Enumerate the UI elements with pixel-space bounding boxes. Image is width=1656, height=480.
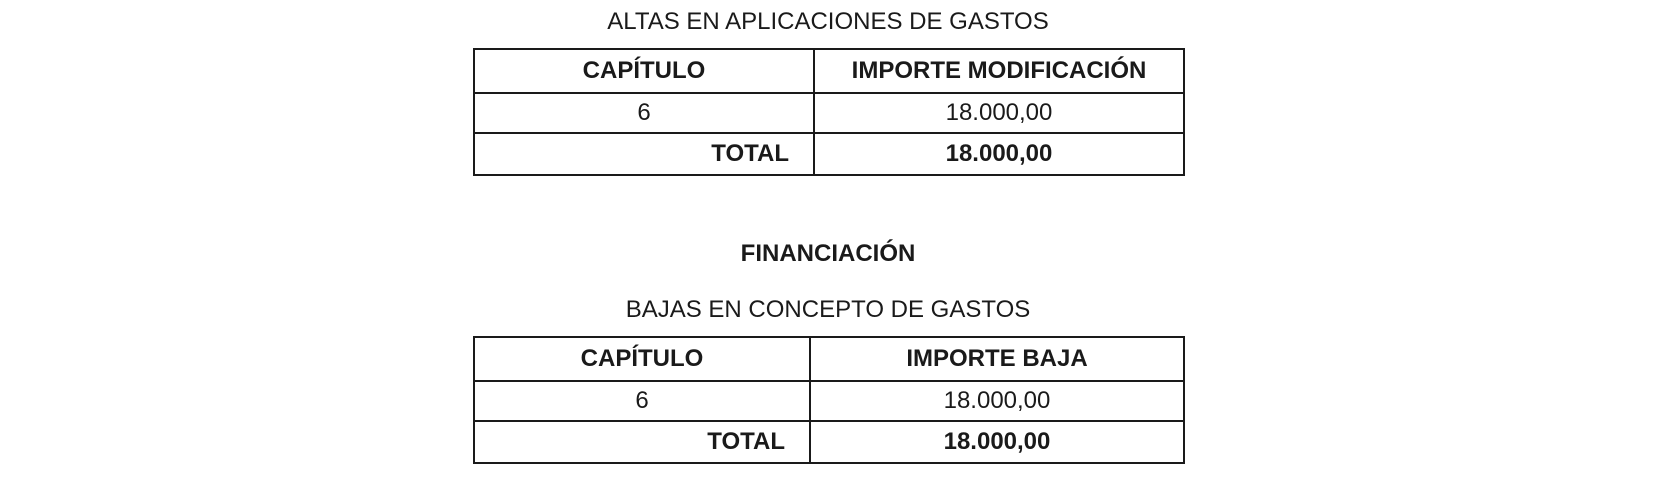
table-total-row: [474, 133, 1184, 175]
table-row: [474, 93, 1184, 133]
table-header-row: [474, 49, 1184, 93]
table-header-row: [474, 337, 1184, 381]
cell-capitulo: 6: [474, 93, 814, 133]
cell-importe: 18.000,00: [810, 381, 1184, 421]
total-label: TOTAL: [474, 133, 814, 175]
table-total-row: [474, 421, 1184, 463]
total-label: TOTAL: [474, 421, 810, 463]
table-row: [474, 381, 1184, 421]
financiacion-heading: FINANCIACIÓN: [740, 240, 916, 267]
column-header-importe: IMPORTE MODIFICACIÓN: [814, 49, 1184, 93]
column-header-capitulo: CAPÍTULO: [474, 337, 810, 381]
cell-importe: 18.000,00: [814, 93, 1184, 133]
total-value: 18.000,00: [814, 133, 1184, 175]
bajas-table: [473, 336, 1185, 464]
altas-title: ALTAS EN APLICACIONES DE GASTOS: [607, 8, 1049, 35]
total-value: 18.000,00: [810, 421, 1184, 463]
cell-capitulo: 6: [474, 381, 810, 421]
altas-table: [473, 48, 1185, 176]
column-header-importe: IMPORTE BAJA: [810, 337, 1184, 381]
bajas-title: BAJAS EN CONCEPTO DE GASTOS: [625, 296, 1031, 323]
column-header-capitulo: CAPÍTULO: [474, 49, 814, 93]
